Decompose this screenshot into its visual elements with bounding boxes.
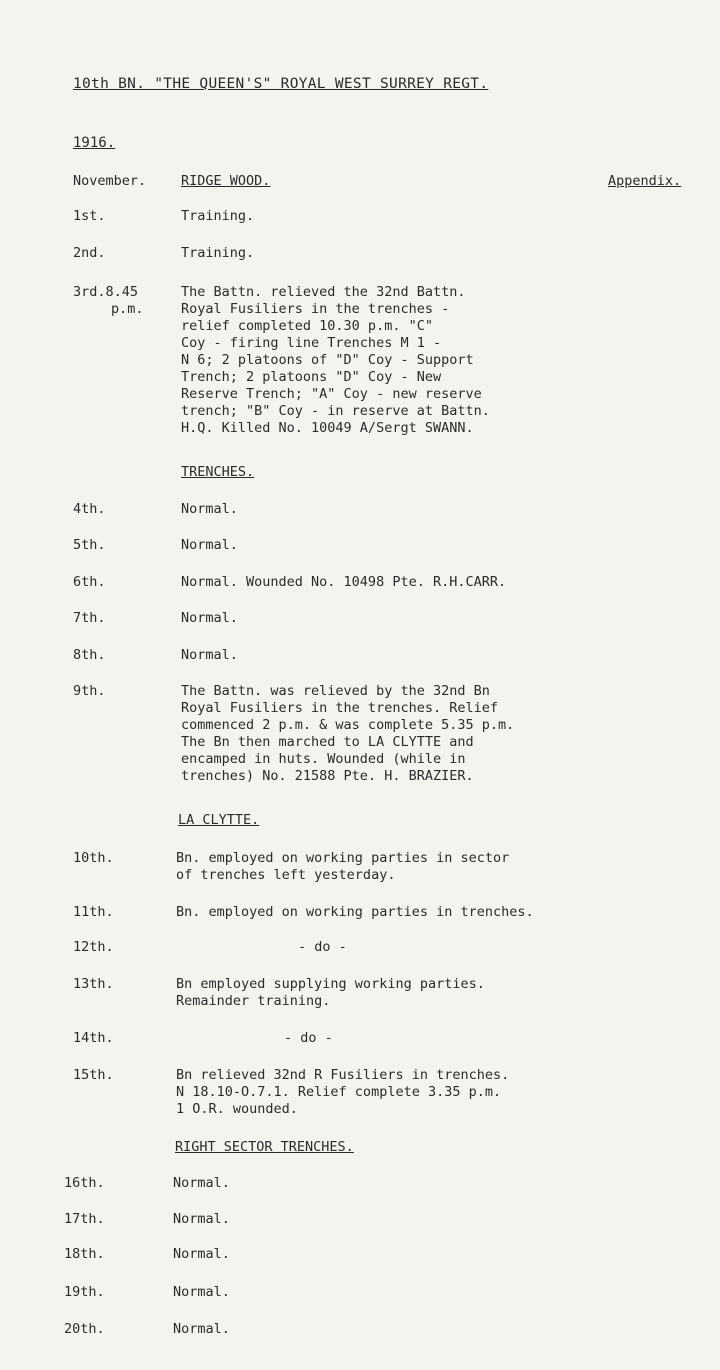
entry-line: The Battn. was relieved by the 32nd Bn [181,683,490,699]
entry-text: Normal. [181,501,238,517]
entry-date-time: p.m. [111,301,144,317]
entry-text: Normal. [181,610,238,626]
entry-line: Royal Fusiliers in the trenches - [181,301,450,317]
entry-date: 10th. [73,850,114,866]
section-heading-trenches: TRENCHES. [181,464,255,480]
entry-text: Normal. [173,1175,230,1191]
entry-line: Royal Fusiliers in the trenches. Relief [181,700,498,716]
entry-date: 17th. [64,1211,105,1227]
entry-date: 16th. [64,1175,105,1191]
entry-text: Normal. [181,647,238,663]
entry-text [181,683,514,785]
entry-line: Trench; 2 platoons "D" Coy - New [181,369,442,385]
entry-date: 9th. [73,683,106,699]
section-heading-la-clytte: LA CLYTTE. [178,812,260,828]
entry-date: 20th. [64,1321,105,1337]
entry-date: 6th. [73,574,106,590]
section-heading-right-sector: RIGHT SECTOR TRENCHES. [175,1139,354,1155]
entry-line: Reserve Trench; "A" Coy - new reserve [181,386,482,402]
entry-line: 1 O.R. wounded. [176,1101,298,1117]
entry-date: 14th. [73,1030,114,1046]
entry-date: 4th. [73,501,106,517]
location-heading-ridge-wood: RIDGE WOOD. [181,173,271,189]
entry-date: 2nd. [73,245,106,261]
entry-line: The Battn. relieved the 32nd Battn. [181,284,466,300]
entry-date: 13th. [73,976,114,992]
entry-line: commenced 2 p.m. & was complete 5.35 p.m. [181,717,515,733]
entry-line: Bn employed supplying working parties. [176,976,485,992]
entry-line: trenches) No. 21588 Pte. H. BRAZIER. [181,768,474,784]
ditto-mark: - do - [284,1030,333,1046]
entry-date: 11th. [73,904,114,920]
ditto-mark: - do - [298,939,347,955]
entry-text: Normal. [173,1321,230,1337]
entry-text: Normal. [173,1211,230,1227]
year-heading: 1916. [73,135,116,151]
month-label: November. [73,173,147,189]
appendix-label: Appendix. [608,173,682,189]
entry-line: Bn. employed on working parties in sector [176,850,510,866]
entry-date: 18th. [64,1246,105,1262]
entry-text: Training. [181,208,255,224]
entry-date: 7th. [73,610,106,626]
entry-text: Bn. employed on working parties in trenches. [176,904,534,920]
entry-text: Normal. [173,1284,230,1300]
entry-line: H.Q. Killed No. 10049 A/Sergt SWANN. [181,420,474,436]
entry-date: 15th. [73,1067,114,1083]
page-title: 10th BN. "THE QUEEN'S" ROYAL WEST SURREY REGT. [73,76,489,92]
entry-text [181,284,490,437]
entry-date: 5th. [73,537,106,553]
entry-text: Training. [181,245,255,261]
entry-text [176,850,509,884]
entry-text: Normal. [181,537,238,553]
entry-line: relief completed 10.30 p.m. "C" [181,318,433,334]
entry-text [176,976,485,1010]
entry-text: Normal. [173,1246,230,1262]
entry-date: 3rd.8.45 [73,284,139,300]
entry-date: 12th. [73,939,114,955]
entry-line: The Bn then marched to LA CLYTTE and [181,734,474,750]
entry-date: 8th. [73,647,106,663]
entry-line: Bn relieved 32nd R Fusiliers in trenches. [176,1067,510,1083]
entry-line: of trenches left yesterday. [176,867,396,883]
entry-line: Coy - firing line Trenches M 1 - [181,335,442,351]
entry-text: Normal. Wounded No. 10498 Pte. R.H.CARR. [181,574,507,590]
entry-line: Remainder training. [176,993,331,1009]
entry-line: N 6; 2 platoons of "D" Coy - Support [181,352,474,368]
entry-text [176,1067,509,1118]
entry-line: encamped in huts. Wounded (while in [181,751,466,767]
entry-line: N 18.10-O.7.1. Relief complete 3.35 p.m. [176,1084,502,1100]
entry-date: 19th. [64,1284,105,1300]
entry-line: trench; "B" Coy - in reserve at Battn. [181,403,490,419]
entry-date: 1st. [73,208,106,224]
